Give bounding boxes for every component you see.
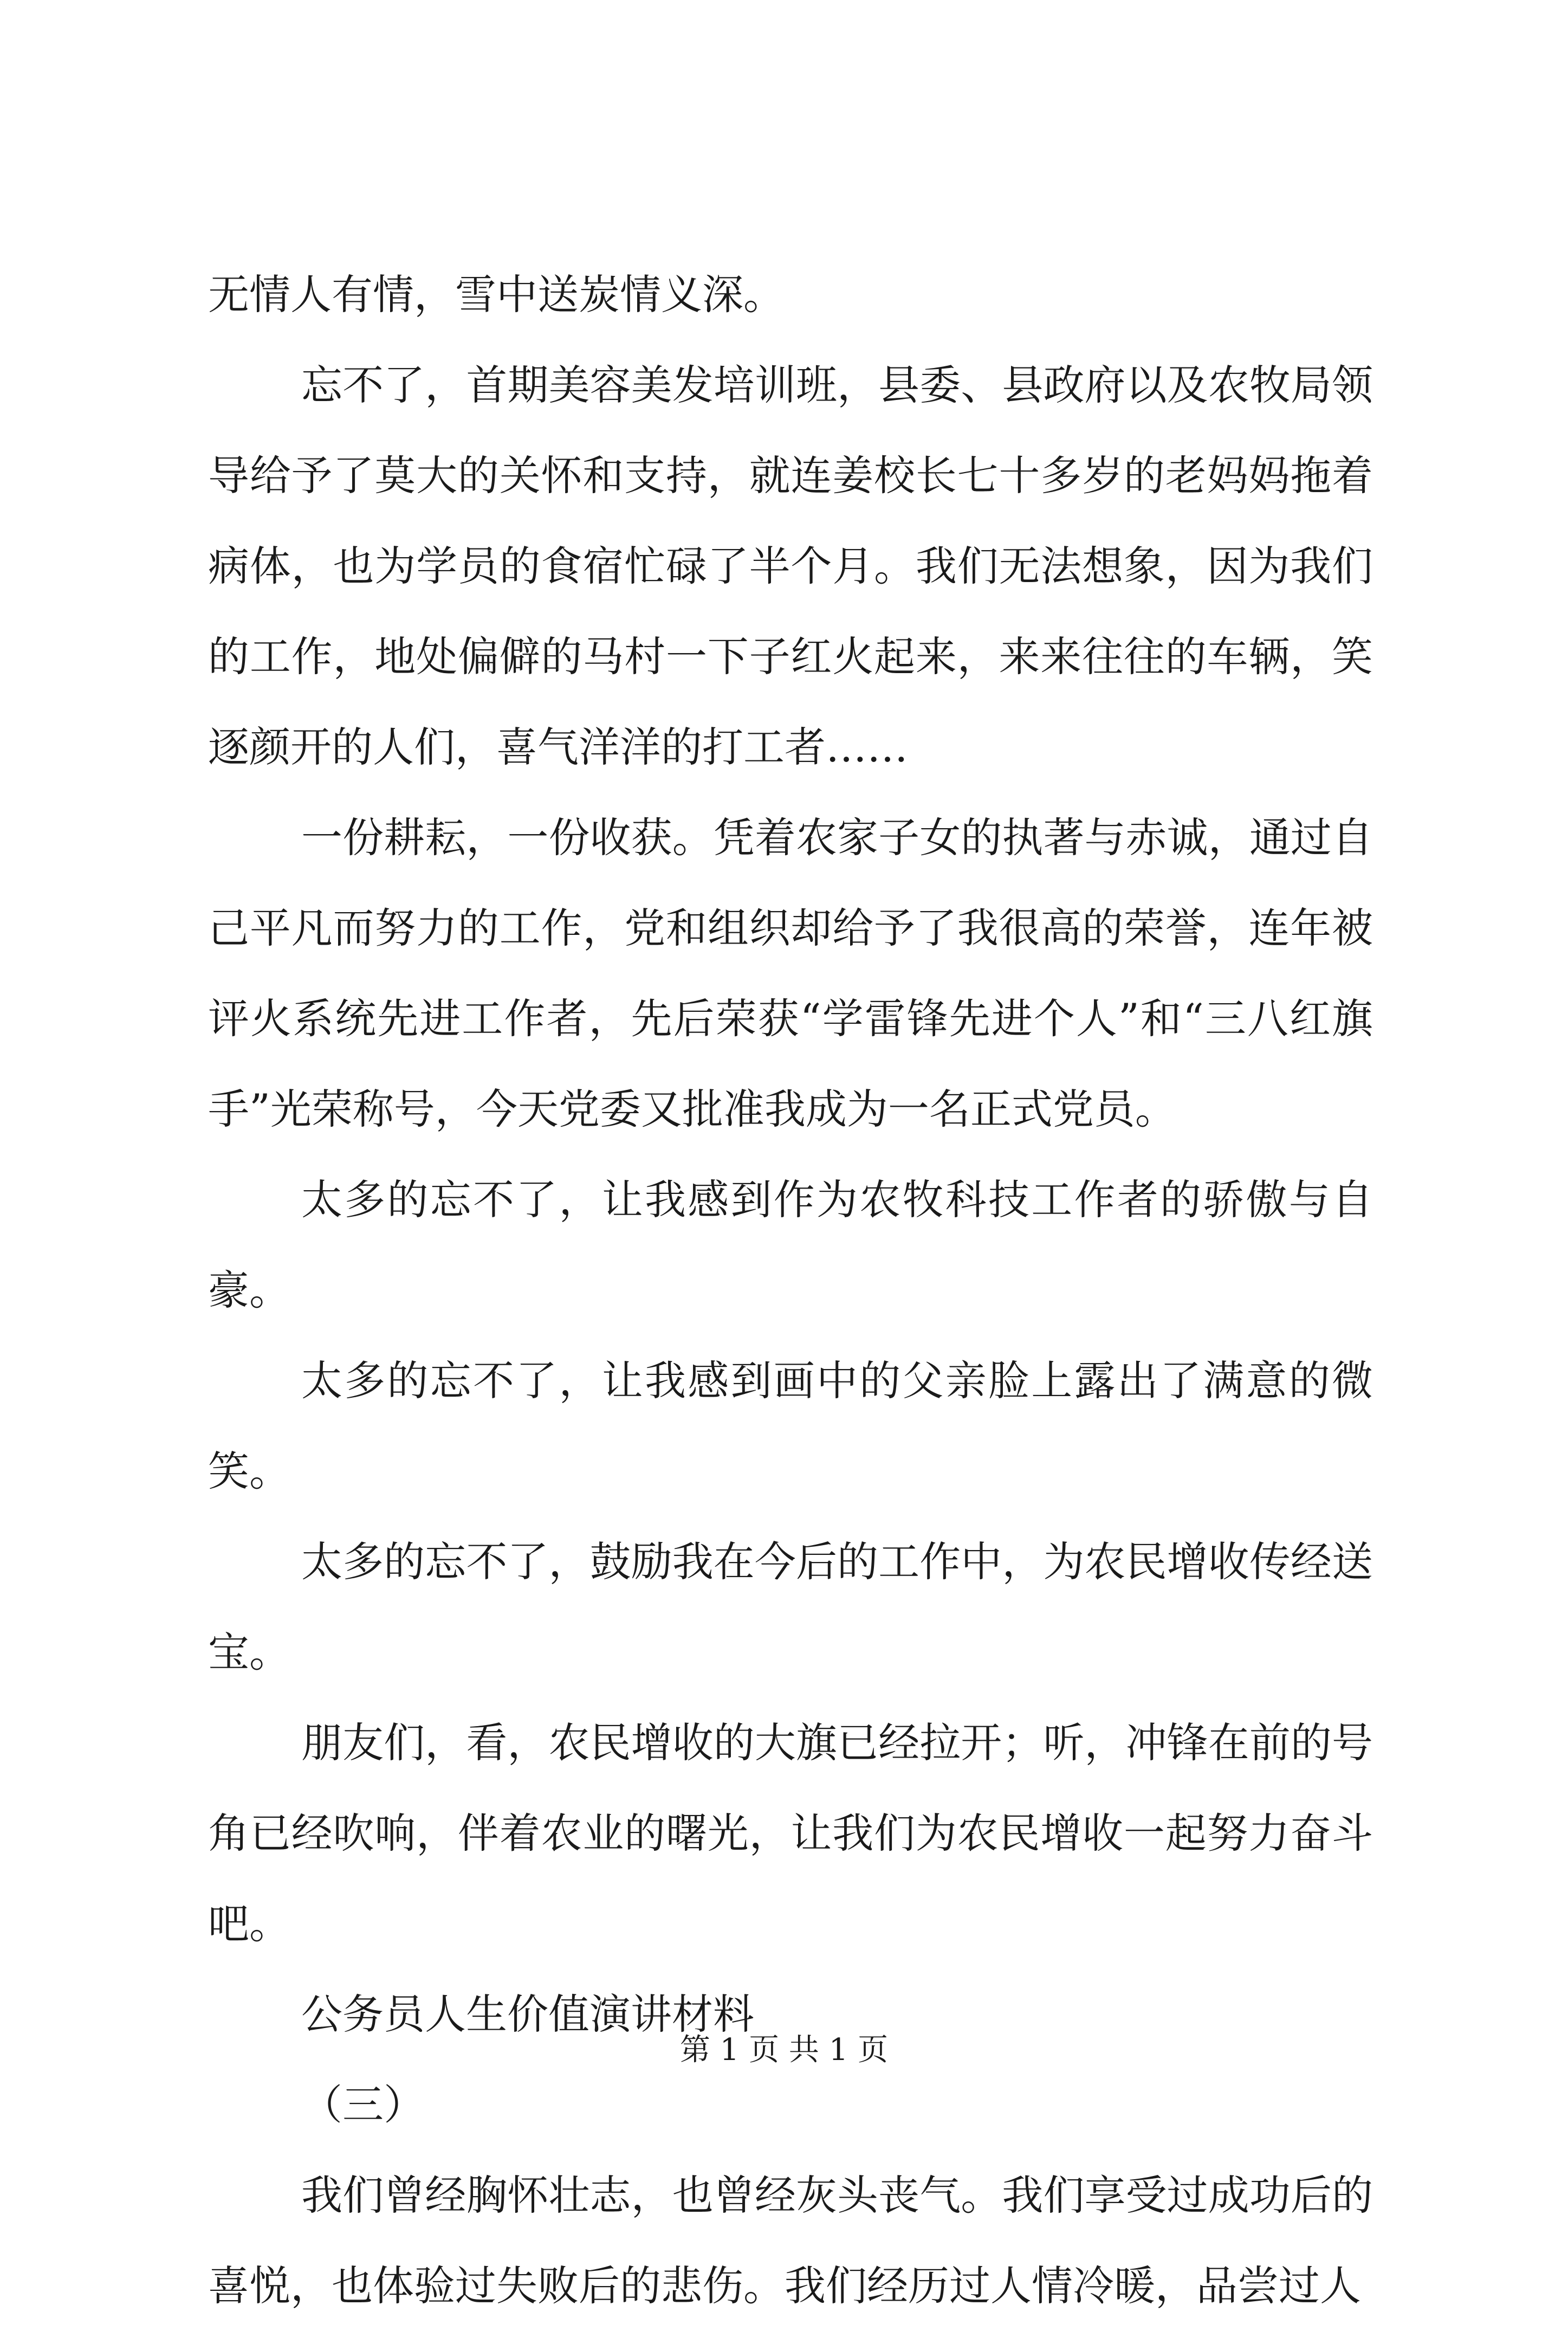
document-body <box>208 249 1373 2331</box>
page-footer: 第 1 页 共 1 页 <box>679 2032 889 2068</box>
paragraph: 忘不了，首期美容美发培训班，县委、县政府以及农牧局领导给予了莫大的关怀和支持，就连姜校长七十多岁的老妈妈拖着病体，也为学员的食宿忙碌了半个月。我们无法想象，因为我们的工作，地处偏僻的马村一下子红火起来，来来往往的车辆，笑逐颜开的人们，喜气洋洋的打工者…… <box>208 361 1373 771</box>
paragraph: 一份耕耘，一份收获。凭着农家子女的执著与赤诚，通过自己平凡而努力的工作，党和组织却给予了我很高的荣誉，连年被评火系统先进工作者，先后荣获“学雷锋先进个人”和“三八红旗手”光荣称号，今天党委又批准我成为一名正式党员。 <box>208 813 1373 1133</box>
paragraph: 朋友们，看，农民增收的大旗已经拉开；听，冲锋在前的号角已经吹响，伴着农业的曙光，让我们为农民增收一起努力奋斗吧。 <box>208 1719 1373 1948</box>
section-heading: 公务员人生价值演讲材料 <box>301 1990 754 2038</box>
paragraph: 太多的忘不了，鼓励我在今后的工作中，为农民增收传经送宝。 <box>208 1538 1373 1676</box>
paragraph: 我们曾经胸怀壮志，也曾经灰头丧气。我们享受过成功后的喜悦，也体验过失败后的悲伤。我们经历过人情冷暖，品尝过人 <box>208 2171 1373 2310</box>
paragraph: 无情人有情，雪中送炭情义深。 <box>208 270 785 319</box>
section-number: （三） <box>301 2081 425 2129</box>
paragraph: 太多的忘不了，让我感到画中的父亲脸上露出了满意的微笑。 <box>208 1357 1373 1495</box>
paragraph: 太多的忘不了，让我感到作为农牧科技工作者的骄傲与自豪。 <box>208 1176 1373 1314</box>
